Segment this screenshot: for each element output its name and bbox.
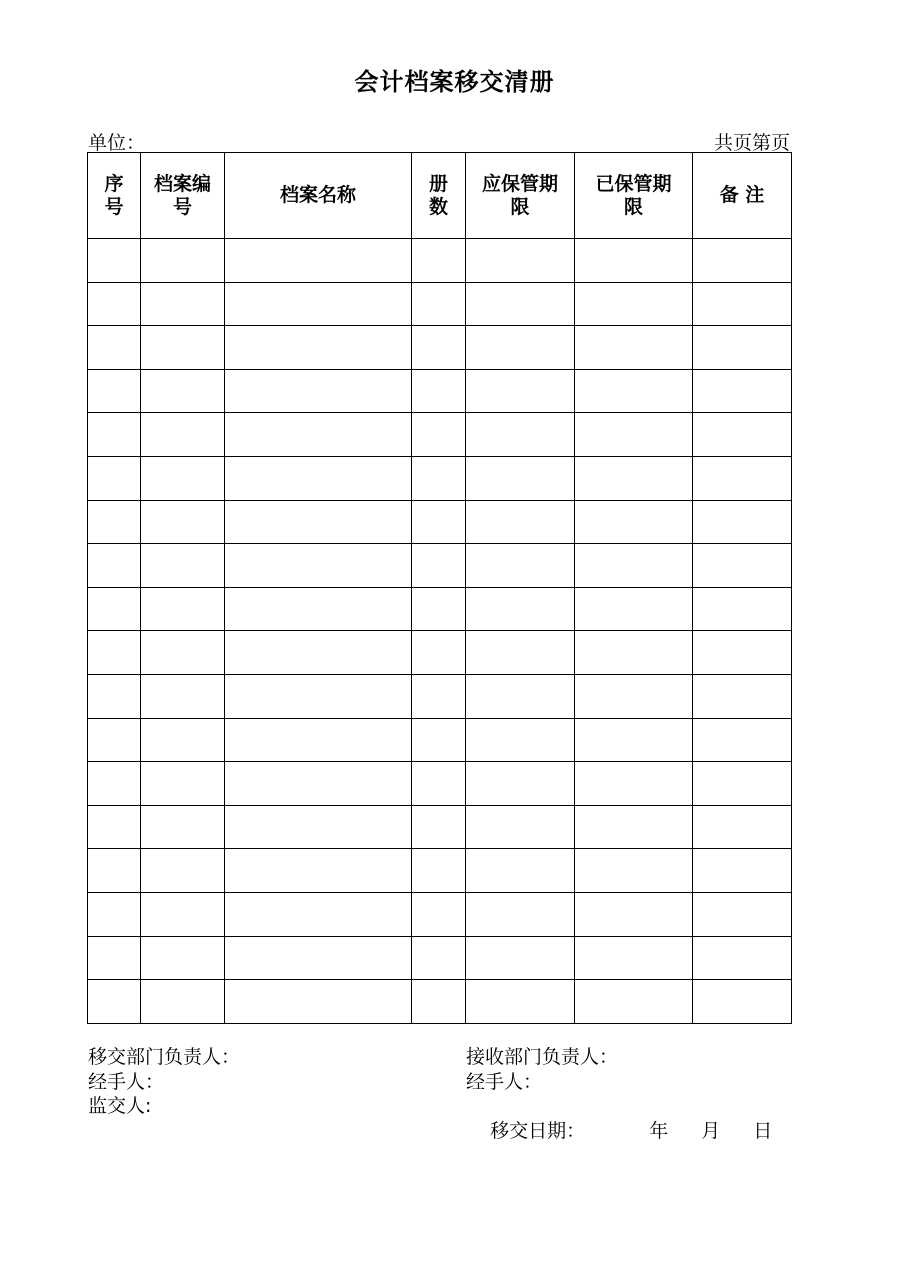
table-cell	[575, 631, 693, 675]
table-row	[88, 544, 792, 588]
transfer-dept-head-label: 移交部门负责人：	[88, 1046, 241, 1068]
table-cell	[88, 674, 141, 718]
table-cell	[225, 674, 412, 718]
table-cell	[412, 544, 466, 588]
table-cell	[693, 500, 792, 544]
table-cell	[575, 456, 693, 500]
table-cell	[141, 674, 225, 718]
table-row	[88, 456, 792, 500]
table-cell	[88, 718, 141, 762]
table-row	[88, 762, 792, 806]
table-row	[88, 849, 792, 893]
table-cell	[88, 239, 141, 283]
year-label: 年	[649, 1119, 669, 1142]
table-cell	[225, 980, 412, 1024]
table-cell	[141, 587, 225, 631]
table-cell	[575, 500, 693, 544]
table-cell	[466, 718, 575, 762]
table-cell	[466, 369, 575, 413]
table-cell	[466, 500, 575, 544]
receive-signatures	[466, 1045, 772, 1168]
table-cell	[88, 805, 141, 849]
table-cell	[575, 936, 693, 980]
table-cell	[466, 805, 575, 849]
table-cell	[141, 762, 225, 806]
table-cell	[575, 980, 693, 1024]
table-cell	[225, 587, 412, 631]
table-cell	[693, 413, 792, 457]
table-cell	[412, 718, 466, 762]
table-cell	[412, 282, 466, 326]
table-cell	[88, 892, 141, 936]
table-cell	[225, 631, 412, 675]
document-title: 会计档案移交清册	[354, 68, 555, 96]
transfer-signatures	[88, 1045, 240, 1119]
table-cell	[412, 456, 466, 500]
table-cell	[88, 762, 141, 806]
table-cell	[88, 282, 141, 326]
table-cell	[225, 282, 412, 326]
table-cell	[225, 544, 412, 588]
table-row	[88, 500, 792, 544]
table-cell	[412, 674, 466, 718]
table-cell	[575, 239, 693, 283]
table-cell	[466, 413, 575, 457]
table-cell	[225, 456, 412, 500]
table-cell	[225, 936, 412, 980]
table-cell	[466, 849, 575, 893]
table-cell	[575, 326, 693, 370]
table-cell	[466, 936, 575, 980]
table-cell	[225, 500, 412, 544]
table-row	[88, 980, 792, 1024]
table-cell	[693, 980, 792, 1024]
table-cell	[575, 718, 693, 762]
table-row	[88, 587, 792, 631]
retained-period-header: 已保管期 限	[575, 153, 693, 239]
table-body	[88, 239, 792, 1024]
table-cell	[88, 587, 141, 631]
table-cell	[466, 456, 575, 500]
table-cell	[412, 762, 466, 806]
table-cell	[466, 674, 575, 718]
transfer-date-line	[466, 1094, 772, 1168]
transfer-handler-label: 经手人：	[88, 1070, 165, 1093]
table-row	[88, 936, 792, 980]
table-row	[88, 805, 792, 849]
archive-transfer-table	[87, 152, 792, 1024]
table-cell	[693, 239, 792, 283]
table-cell	[412, 892, 466, 936]
table-cell	[88, 631, 141, 675]
table-cell	[141, 500, 225, 544]
table-cell	[693, 892, 792, 936]
table-cell	[88, 326, 141, 370]
table-cell	[693, 326, 792, 370]
table-cell	[412, 500, 466, 544]
table-cell	[412, 369, 466, 413]
table-cell	[141, 282, 225, 326]
receive-dept-head-label: 接收部门负责人：	[466, 1046, 619, 1068]
table-cell	[141, 892, 225, 936]
table-cell	[141, 849, 225, 893]
table-cell	[466, 544, 575, 588]
table-cell	[412, 413, 466, 457]
table-cell	[466, 980, 575, 1024]
table-cell	[141, 631, 225, 675]
table-cell	[575, 849, 693, 893]
table-cell	[466, 631, 575, 675]
table-cell	[575, 587, 693, 631]
table-cell	[693, 936, 792, 980]
table-cell	[693, 544, 792, 588]
month-label: 月	[701, 1119, 721, 1142]
table-cell	[141, 544, 225, 588]
table-cell	[575, 369, 693, 413]
table-cell	[225, 369, 412, 413]
table-cell	[575, 544, 693, 588]
table-cell	[693, 631, 792, 675]
unit-label: 单位：	[88, 132, 146, 154]
table-row	[88, 369, 792, 413]
table-row	[88, 239, 792, 283]
table-cell	[575, 892, 693, 936]
table-cell	[88, 849, 141, 893]
table-cell	[88, 936, 141, 980]
table-cell	[575, 762, 693, 806]
table-cell	[225, 849, 412, 893]
table-cell	[141, 456, 225, 500]
page-count-label: 共页第页	[713, 132, 790, 154]
day-label: 日	[753, 1119, 773, 1142]
table-cell	[693, 849, 792, 893]
table-cell	[141, 936, 225, 980]
table-cell	[466, 282, 575, 326]
table-cell	[141, 413, 225, 457]
table-cell	[466, 587, 575, 631]
required-retention-header: 应保管期 限	[466, 153, 575, 239]
table-cell	[412, 805, 466, 849]
archive-name-header: 档案名称	[225, 153, 412, 239]
table-cell	[141, 980, 225, 1024]
table-row	[88, 631, 792, 675]
transfer-date-label: 移交日期：	[490, 1119, 586, 1142]
table-row	[88, 674, 792, 718]
table-cell	[693, 587, 792, 631]
table-cell	[693, 282, 792, 326]
table-row	[88, 282, 792, 326]
table-cell	[225, 805, 412, 849]
table-cell	[88, 544, 141, 588]
table-cell	[693, 762, 792, 806]
table-cell	[141, 326, 225, 370]
table-cell	[88, 500, 141, 544]
table-row	[88, 326, 792, 370]
table-cell	[141, 239, 225, 283]
volume-count-header: 册 数	[412, 153, 466, 239]
table-cell	[466, 239, 575, 283]
table-cell	[225, 326, 412, 370]
table-cell	[141, 805, 225, 849]
table-row	[88, 718, 792, 762]
table-cell	[88, 980, 141, 1024]
table-cell	[466, 326, 575, 370]
remarks-header: 备 注	[693, 153, 792, 239]
table-cell	[575, 805, 693, 849]
table-cell	[693, 369, 792, 413]
table-cell	[575, 674, 693, 718]
table-cell	[412, 326, 466, 370]
table-cell	[225, 892, 412, 936]
table-cell	[88, 456, 141, 500]
table-row	[88, 413, 792, 457]
table-cell	[88, 413, 141, 457]
table-row	[88, 892, 792, 936]
table-cell	[225, 718, 412, 762]
table-cell	[412, 980, 466, 1024]
table-cell	[412, 239, 466, 283]
table-cell	[141, 369, 225, 413]
table-cell	[225, 762, 412, 806]
table-cell	[412, 587, 466, 631]
receive-handler-label: 经手人：	[466, 1070, 543, 1093]
table-cell	[575, 282, 693, 326]
table-cell	[412, 936, 466, 980]
table-cell	[693, 456, 792, 500]
table-cell	[141, 718, 225, 762]
supervisor-label: 监交人:	[88, 1095, 152, 1117]
seq-no-header: 序 号	[88, 153, 141, 239]
table-cell	[412, 631, 466, 675]
table-header-row	[88, 153, 792, 239]
table-cell	[693, 718, 792, 762]
table-cell	[693, 674, 792, 718]
table-cell	[225, 239, 412, 283]
table-cell	[466, 762, 575, 806]
table-cell	[412, 849, 466, 893]
table-cell	[88, 369, 141, 413]
table-cell	[466, 892, 575, 936]
table-cell	[225, 413, 412, 457]
table-cell	[575, 413, 693, 457]
archive-code-header: 档案编 号	[141, 153, 225, 239]
table-cell	[693, 805, 792, 849]
